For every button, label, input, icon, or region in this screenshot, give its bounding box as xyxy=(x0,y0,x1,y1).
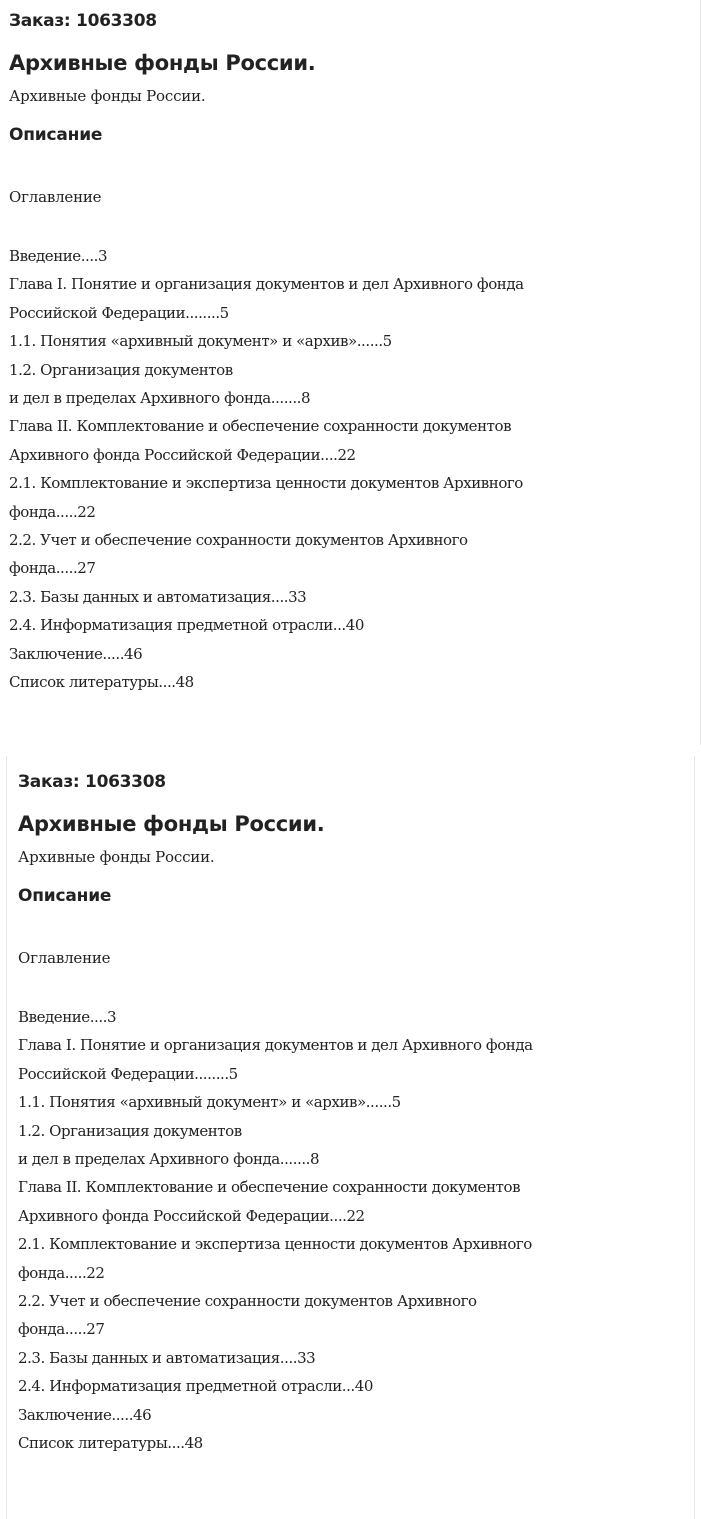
toc-line: фонда.....27 xyxy=(18,1320,105,1339)
table-of-contents xyxy=(18,1003,694,1458)
toc-line: 2.4. Информатизация предметной отрасли...40 xyxy=(18,1377,373,1396)
order-card xyxy=(6,756,695,1519)
toc-line: 2.2. Учет и обеспечение сохранности документов Архивного xyxy=(9,531,468,550)
toc-line: 1.1. Понятия «архивный документ» и «архив»......5 xyxy=(9,332,392,351)
description-heading: Описание xyxy=(18,886,112,906)
subtitle: Архивные фонды России. xyxy=(18,848,215,866)
toc-line: 2.1. Комплектование и экспертиза ценности документов Архивного xyxy=(9,474,523,493)
toc-line: фонда.....22 xyxy=(9,502,96,521)
order-number: Заказ: 1063308 xyxy=(9,11,157,31)
table-of-contents xyxy=(9,242,700,697)
toc-line: 2.4. Информатизация предметной отрасли...40 xyxy=(9,616,364,635)
page-title: Архивные фонды России. xyxy=(9,51,316,75)
page-title: Архивные фонды России. xyxy=(18,812,325,836)
toc-line: и дел в пределах Архивного фонда.......8 xyxy=(9,389,311,408)
toc-line: Список литературы....48 xyxy=(9,673,194,692)
toc-line: Список литературы....48 xyxy=(18,1434,203,1453)
toc-line: Глава II. Комплектование и обеспечение сохранности документов xyxy=(18,1178,521,1197)
toc-line: Российской Федерации........5 xyxy=(9,303,229,322)
toc-line: Заключение.....46 xyxy=(9,644,143,663)
toc-line: и дел в пределах Архивного фонда.......8 xyxy=(18,1150,320,1169)
order-number: Заказ: 1063308 xyxy=(18,772,166,792)
toc-line: Архивного фонда Российской Федерации....22 xyxy=(18,1206,365,1225)
toc-line: 1.2. Организация документов xyxy=(18,1121,242,1140)
toc-line: Заключение.....46 xyxy=(18,1405,152,1424)
subtitle: Архивные фонды России. xyxy=(9,87,206,105)
toc-line: Глава I. Понятие и организация документов и дел Архивного фонда xyxy=(9,275,524,294)
order-card xyxy=(0,0,701,745)
description-heading: Описание xyxy=(9,125,103,145)
toc-heading: Оглавление xyxy=(9,188,102,206)
toc-line: 2.2. Учет и обеспечение сохранности документов Архивного xyxy=(18,1292,477,1311)
toc-line: фонда.....22 xyxy=(18,1263,105,1282)
toc-line: Введение....3 xyxy=(9,247,108,265)
toc-line: 2.1. Комплектование и экспертиза ценности документов Архивного xyxy=(18,1235,532,1254)
toc-line: 1.2. Организация документов xyxy=(9,360,233,379)
toc-heading: Оглавление xyxy=(18,949,111,967)
toc-line: 2.3. Базы данных и автоматизация....33 xyxy=(18,1348,316,1367)
toc-line: Глава II. Комплектование и обеспечение сохранности документов xyxy=(9,417,512,436)
toc-line: фонда.....27 xyxy=(9,559,96,578)
toc-line: Глава I. Понятие и организация документов и дел Архивного фонда xyxy=(18,1036,533,1055)
toc-line: 1.1. Понятия «архивный документ» и «архив»......5 xyxy=(18,1093,401,1112)
toc-line: Введение....3 xyxy=(18,1008,117,1026)
toc-line: 2.3. Базы данных и автоматизация....33 xyxy=(9,587,307,606)
toc-line: Архивного фонда Российской Федерации....22 xyxy=(9,445,356,464)
toc-line: Российской Федерации........5 xyxy=(18,1064,238,1083)
